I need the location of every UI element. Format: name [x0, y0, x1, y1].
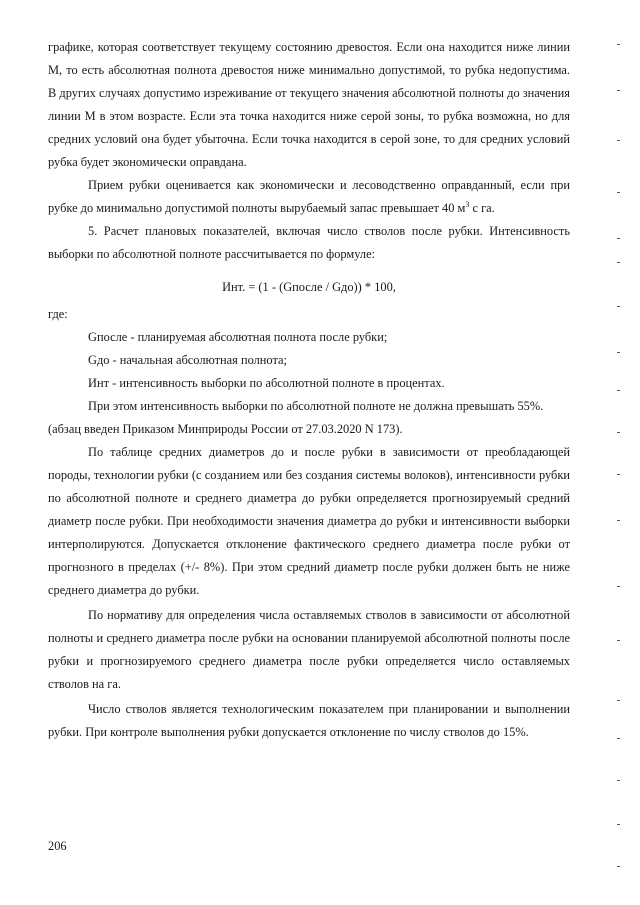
paragraph-diameter-table: По таблице средних диаметров до и после рубки в зависимости от преобладающей породы, технологии рубки (с созданием или без создания системы волоков), интенсивности рубки по абсолютной полноте и среднего диаметра до рубки определяется прогнозируемый средний диаметр после рубки. При необходимости значения диаметра до рубки и интенсивности выборки интерполируются. Допускается отклонение фактического среднего диаметра после рубки от прогнозного в пределах (+/- 8%). При этом средний диаметр после рубки должен быть не ниже среднего диаметра до рубки.	[48, 445, 570, 597]
paragraph-continuation: графике, которая соответствует текущему состоянию древостоя. Если она находится ниже линии М, то есть абсолютная полнота древостоя ниже минимально допустимой, то рубка недопустима. В других случаях допустимо изреживание от текущего значения абсолютной полноты до значения линии М в этом возрасте. Если эта точка находится ниже серой зоны, то рубка возможна, но для средних условий она будет убыточна. Если точка находится в серой зоне, то для средних условий рубка будет экономически оправдана.	[48, 40, 570, 169]
definition-intensity: Инт - интенсивность выборки по абсолютной полноте в процентах.	[88, 376, 445, 390]
paragraph-stem-count-norm: По нормативу для определения числа оставляемых стволов в зависимости от абсолютной полноты и среднего диаметра после рубки на основании планируемой абсолютной полноты после рубки и прогнозируемого среднего диаметра после рубки определяется число оставляемых стволов на га.	[48, 608, 570, 691]
paragraph-stem-count-deviation: Число стволов является технологическим показателем при планировании и выполнении рубки. При контроле выполнения рубки допускается отклонение по числу стволов до 15%.	[48, 702, 570, 739]
amendment-note: (абзац введен Приказом Минприроды России от 27.03.2020 N 173).	[48, 422, 403, 436]
paragraph-planned-indicators: 5. Расчет плановых показателей, включая число стволов после рубки. Интенсивность выборки по абсолютной полноте рассчитывается по формуле:	[48, 224, 570, 261]
page-number: 206	[48, 839, 67, 853]
definition-g-before: Gдо - начальная абсолютная полнота;	[88, 353, 287, 367]
paragraph-intensity-limit: При этом интенсивность выборки по абсолютной полноте не должна превышать 55%.	[88, 399, 544, 413]
formula: Инт. = (1 - (Gпосле / Gдо)) * 100,	[222, 280, 396, 294]
paragraph-text-end: с га.	[469, 201, 495, 215]
paragraph-text: Прием рубки оценивается как экономически и лесоводственно оправданный, если при рубке до минимально допустимой полноты вырубаемый запас превышает 40 м	[48, 178, 570, 215]
definition-g-after: Gпосле - планируемая абсолютная полнота после рубки;	[88, 330, 388, 344]
superscript-cubic: 3	[465, 199, 470, 209]
where-label: где:	[48, 307, 68, 321]
scan-margin-marks	[617, 0, 627, 905]
document-page	[48, 36, 570, 744]
paragraph-economic-evaluation	[48, 174, 570, 220]
